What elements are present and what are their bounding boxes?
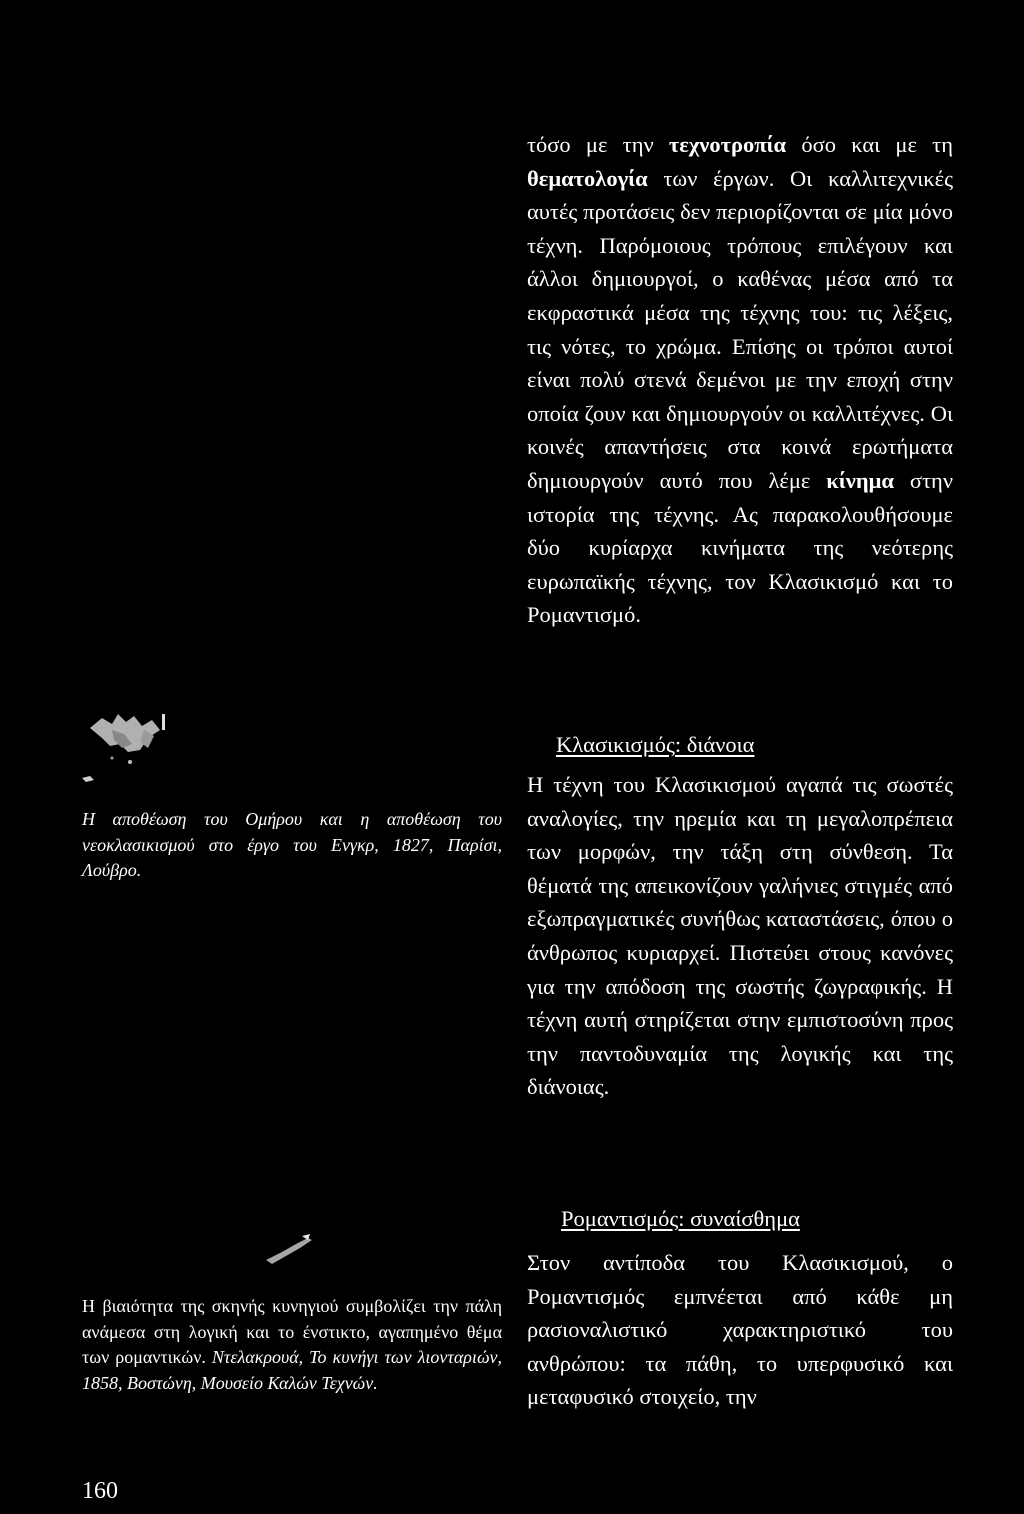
- figure-caption-delacroix: [82, 1294, 502, 1397]
- intro-text-3: των έργων. Οι καλλιτεχνικές αυτές προτάσεις δεν περιορίζονται σε μία μόνο τέχνη. Παρόμοιους τρόπους επιλέγουν και άλλοι δημιουργοί, ο καθένας μέσα από τα εκφραστικά μέσα της τέχνης του: τις λέξεις, τις νότες, το χρώμα. Επίσης οι τρόποι αυτοί είναι πολύ στενά δεμένοι με την εποχή στην οποία ζουν και δημιουργούν οι καλλιτέχνες. Οι κοινές απαντήσεις στα κοινά ερωτήματα δημιουργούν αυτό που λέμε: [527, 165, 953, 493]
- intro-paragraph: [527, 128, 953, 632]
- romanticism-paragraph: [527, 1246, 953, 1414]
- artwork-figure-delacroix: [262, 1230, 322, 1270]
- intro-text-4: στην ιστορία της τέχνης. Ας παρακολουθήσουμε δύο κυρίαρχα κινήματα της νεότερης ευρωπαϊκής τέχνης, τον Κλασικισμό και το Ρομαντισμό.: [527, 467, 953, 628]
- section-heading-romanticism: Ρομαντισμός: συναίσθημα: [561, 1206, 800, 1231]
- caption-text-delacroix: Η βιαιότητα της σκηνής κυνηγιού συμβολίζει την πάλη ανάμεσα στη λογική και το ένστικτο, αγαπημένο θέμα των ρομαντικών.: [82, 1296, 502, 1368]
- classicism-text: Η τέχνη του Κλασικισμού αγαπά τις σωστές αναλογίες, την ηρεμία και τη μεγαλοπρέπεια των μορφών, την τάξη στη σύνθεση. Τα θέματά της απεικονίζουν γαλήνιες στιγμές από εξωπραγματικές συνήθως καταστάσεις, όπου ο άνθρωπος κυριαρχεί. Πιστεύει στους κανόνες για την απόδοση της σωστής ζωγραφικής. Η τέχνη αυτή στηρίζεται στην εμπιστοσύνη προς την παντοδυναμία της λογικής και της διάνοιας.: [527, 772, 953, 1100]
- classicism-paragraph: [527, 768, 953, 1104]
- figure-caption-ingres: [82, 807, 502, 884]
- caption-text-ingres: Η αποθέωση του Ομήρου και η αποθέωση του νεοκλασικισμού στο έργο του Ενγκρ, 1827, Παρίσι, Λούβρο.: [82, 809, 502, 881]
- term-movement: κίνημα: [826, 467, 894, 493]
- intro-text-2: όσο και με τη: [786, 132, 953, 157]
- page-number: 160: [82, 1478, 118, 1504]
- romanticism-text: Στον αντίποδα του Κλασικισμού, ο Ρομαντισμός εμπνέεται από κάθε μη ρασιοναλιστικό χαρακτηριστικό του ανθρώπου: τα πάθη, το υπερφυσικό και μεταφυσικό στοιχείο, την: [527, 1250, 953, 1410]
- caption-credit-delacroix: Ντελακρουά, Το κυνήγι των λιονταριών, 1858, Βοστώνη, Μουσείο Καλών Τεχνών.: [82, 1347, 502, 1394]
- artwork-figure-ingres: [82, 700, 192, 790]
- term-technique: τεχνοτροπία: [668, 132, 787, 157]
- term-theme: θεματολογία: [527, 165, 648, 191]
- section-heading-classicism: Κλασικισμός: διάνοια: [556, 732, 755, 757]
- intro-text-1: τόσο με την: [527, 132, 669, 157]
